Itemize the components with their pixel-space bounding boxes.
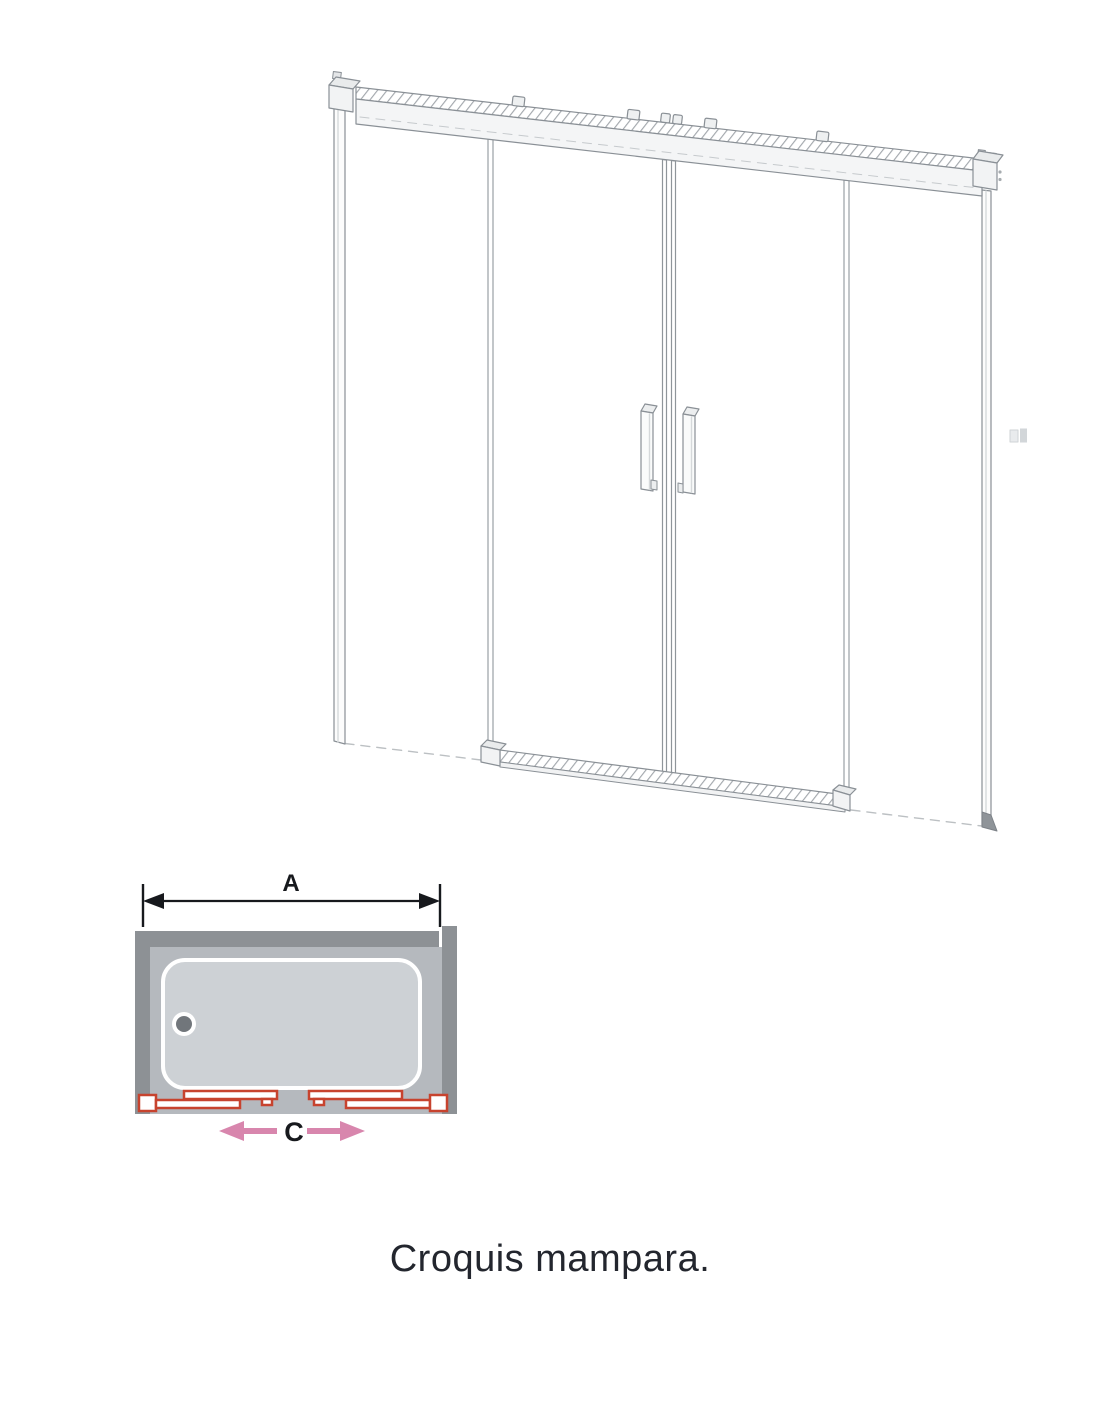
tub-wall-top	[135, 931, 439, 947]
tub-basin	[163, 960, 420, 1088]
roller-clip	[704, 118, 717, 129]
top-rail-right-cap	[973, 150, 1003, 190]
bottom-rail	[481, 740, 856, 812]
bathtub-plan-schematic	[135, 870, 457, 1147]
door-guide-left	[262, 1099, 272, 1105]
top-rail	[356, 87, 982, 196]
door-panel-left-outer	[156, 1100, 240, 1108]
door-handle-left	[641, 404, 657, 491]
panel-divider-left	[488, 139, 493, 749]
top-rail-left-cap	[329, 72, 360, 112]
tub-drain	[172, 1012, 196, 1036]
slide-arrow-right-icon	[307, 1121, 365, 1141]
roller-clip	[627, 109, 640, 120]
door-end-cap-left	[139, 1095, 156, 1111]
slide-arrow-left-icon	[219, 1121, 277, 1141]
right-wall-foot	[982, 812, 997, 831]
left-wall-profile	[334, 108, 345, 744]
shower-screen-drawing	[329, 72, 1027, 831]
dimension-c-label: C	[284, 1117, 304, 1147]
floor-line-right	[851, 810, 982, 826]
roller-clip	[661, 113, 671, 123]
door-guide-right	[314, 1099, 324, 1105]
roller-clip	[816, 131, 829, 142]
panel-divider-right	[844, 180, 849, 797]
arrowhead-right-icon	[419, 893, 440, 909]
dimension-c	[219, 1117, 365, 1147]
wall-bracket	[1010, 429, 1027, 443]
caption: Croquis mampara.	[389, 1238, 711, 1280]
door-panel-right-outer	[346, 1100, 430, 1108]
right-wall-profile	[982, 190, 997, 831]
door-end-cap-right	[430, 1095, 447, 1111]
door-handle-right	[678, 407, 699, 494]
dimension-a	[143, 870, 440, 927]
roller-clip	[673, 114, 683, 124]
floor-line-left	[345, 744, 481, 761]
arrowhead-left-icon	[143, 893, 164, 909]
dimension-a-label: A	[282, 870, 300, 897]
center-door-stiles	[663, 160, 676, 776]
bottom-rail-right-cap	[833, 785, 856, 811]
roller-clip	[512, 96, 525, 107]
tub-wall-left	[135, 931, 150, 1114]
tub-wall-right	[442, 926, 457, 1114]
